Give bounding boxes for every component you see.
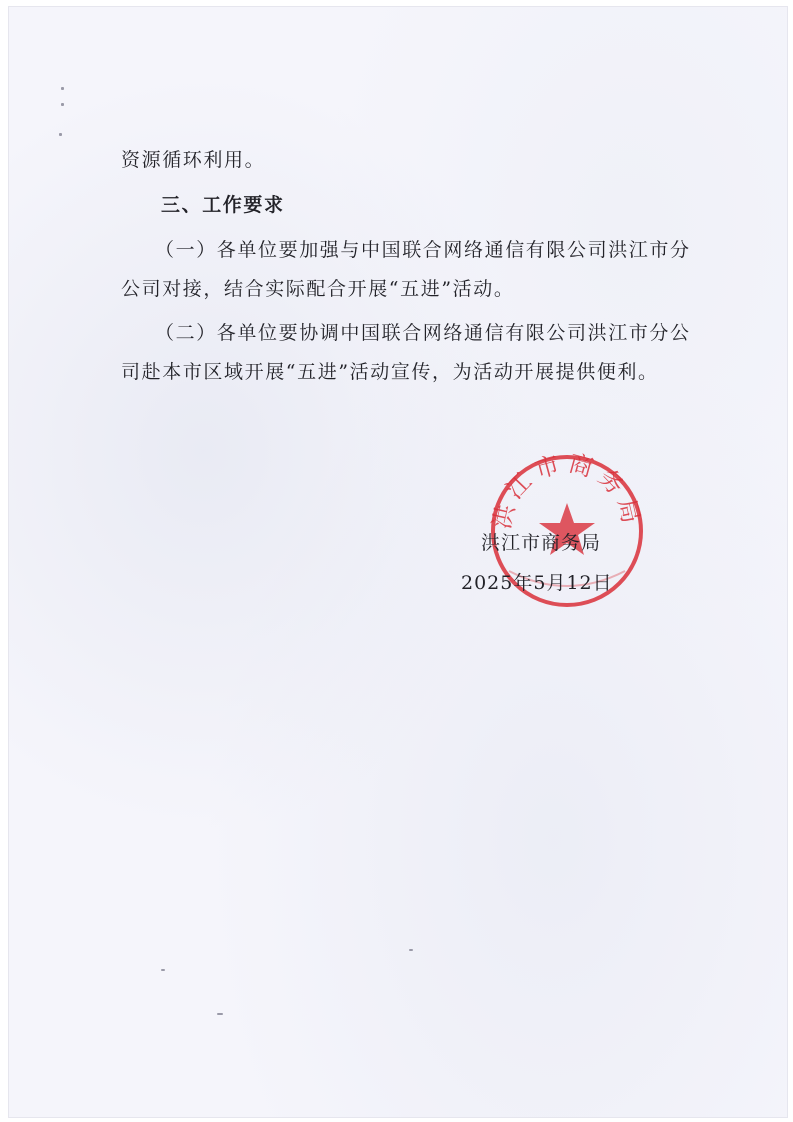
scan-speck xyxy=(61,103,64,106)
body-line-3: 公司对接，结合实际配合开展“五进”活动。 xyxy=(121,278,515,300)
body-line-1: 资源循环利用。 xyxy=(121,149,266,171)
body-line-5: 司赴本市区域开展“五进”活动宣传，为活动开展提供便利。 xyxy=(121,361,659,383)
scan-speck xyxy=(217,1013,223,1015)
signature-date: 2025年5月12日 xyxy=(461,572,613,594)
scan-speck xyxy=(161,969,165,971)
signature-org: 洪江市商务局 xyxy=(481,532,602,554)
document-page xyxy=(8,6,788,1118)
scan-speck xyxy=(409,949,413,951)
scan-speck xyxy=(59,133,62,136)
scan-speck xyxy=(61,87,64,90)
section-heading: 三、工作要求 xyxy=(161,194,285,216)
body-line-2: （一）各单位要加强与中国联合网络通信有限公司洪江市分 xyxy=(155,239,691,261)
seal-text: 洪江市商务局 xyxy=(487,451,647,532)
body-line-4: （二）各单位要协调中国联合网络通信有限公司洪江市分公 xyxy=(155,322,691,344)
